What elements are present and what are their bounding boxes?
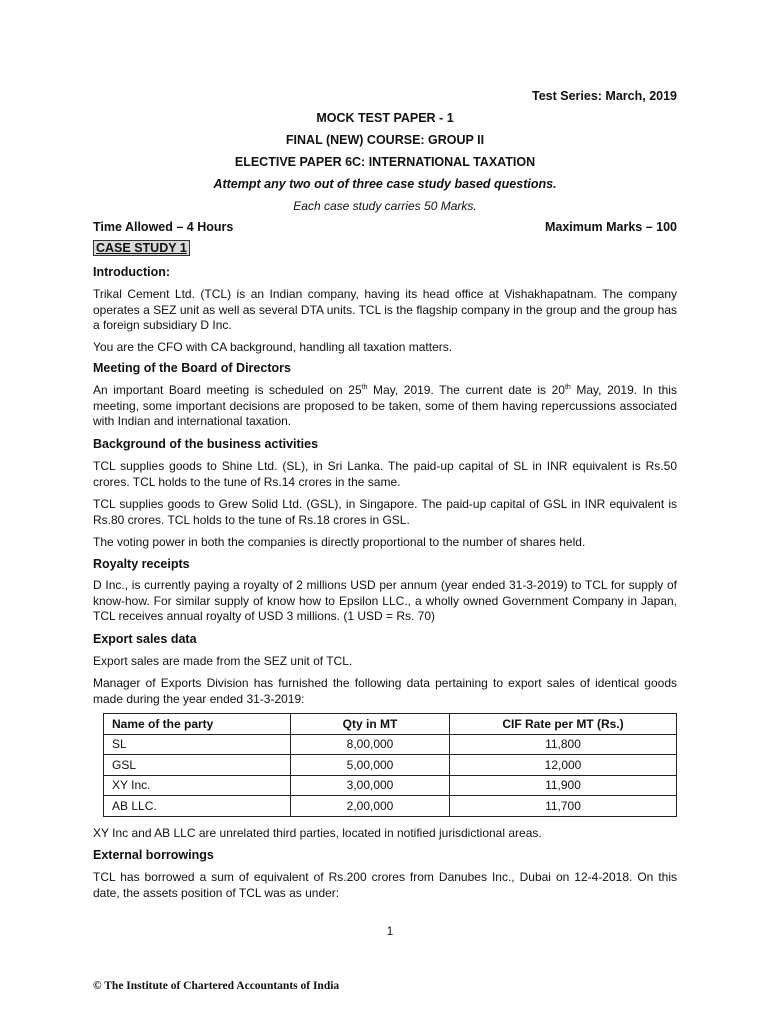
rate-cell: 11,900	[450, 775, 677, 796]
export-heading: Export sales data	[93, 632, 197, 646]
column-header-party: Name of the party	[104, 714, 291, 735]
table-header-row	[104, 714, 677, 735]
royalty-paragraph: D Inc., is currently paying a royalty of 2 millions USD per annum (year ended 31-3-2019) to TCL for supply of know-how. For similar supply of know how to Epsilon LLC., a wholly owned Government Company in Japan, TCL receives annual royalty of USD 3 millions. (1 USD = Rs. 70)	[93, 578, 677, 623]
footer-copyright: © The Institute of Chartered Accountants of India	[93, 980, 340, 992]
export-sales-table	[103, 713, 677, 817]
instruction-text: Attempt any two out of three case study based questions.	[213, 177, 557, 191]
rate-cell: 11,800	[450, 734, 677, 755]
intro-paragraph-1: Trikal Cement Ltd. (TCL) is an Indian company, having its head office at Vishakhapatnam. The company operates a SEZ unit as well as several DTA units. TCL is the flagship company in the group and the group has a foreign subsidiary D Inc.	[93, 287, 677, 332]
qty-cell: 5,00,000	[291, 755, 450, 776]
rate-cell: 11,700	[450, 796, 677, 817]
export-note: XY Inc and AB LLC are unrelated third parties, located in notified jurisdictional areas.	[93, 826, 542, 840]
background-paragraph-2: TCL supplies goods to Grew Solid Ltd. (GSL), in Singapore. The paid-up capital of GSL in INR equivalent is Rs.80 crores. TCL holds to the tune of Rs.18 crores in GSL.	[93, 497, 677, 527]
table-row	[104, 755, 677, 776]
page-number: 1	[386, 924, 394, 938]
rate-cell: 12,000	[450, 755, 677, 776]
maximum-marks: Maximum Marks – 100	[544, 220, 677, 234]
qty-cell: 3,00,000	[291, 775, 450, 796]
case-study-heading: CASE STUDY 1	[93, 240, 190, 256]
background-paragraph-1: TCL supplies goods to Shine Ltd. (SL), in Sri Lanka. The paid-up capital of SL in INR equivalent is Rs.50 crores. TCL holds to the tune of Rs.14 crores in the same.	[93, 459, 677, 489]
introduction-heading: Introduction:	[93, 265, 171, 279]
time-allowed: Time Allowed – 4 Hours	[93, 220, 234, 234]
test-series-label: Test Series: March, 2019	[532, 89, 677, 103]
table-row	[104, 775, 677, 796]
column-header-qty: Qty in MT	[291, 714, 450, 735]
marks-note: Each case study carries 50 Marks.	[293, 199, 477, 213]
course-title: FINAL (NEW) COURSE: GROUP II	[285, 133, 485, 147]
qty-cell: 2,00,000	[291, 796, 450, 817]
export-paragraph-2: Manager of Exports Division has furnished the following data pertaining to export sales of identical goods made during the year ended 31-3-2019:	[93, 676, 677, 706]
party-cell: XY Inc.	[104, 775, 291, 796]
board-heading: Meeting of the Board of Directors	[93, 361, 291, 375]
party-cell: SL	[104, 734, 291, 755]
party-cell: GSL	[104, 755, 291, 776]
borrowings-heading: External borrowings	[93, 848, 214, 862]
table-row	[104, 796, 677, 817]
paper-title: MOCK TEST PAPER - 1	[316, 111, 454, 125]
intro-paragraph-2: You are the CFO with CA background, handling all taxation matters.	[93, 340, 453, 354]
export-paragraph-1: Export sales are made from the SEZ unit of TCL.	[93, 654, 353, 668]
background-heading: Background of the business activities	[93, 437, 319, 451]
column-header-rate: CIF Rate per MT (Rs.)	[450, 714, 677, 735]
borrowings-paragraph: TCL has borrowed a sum of equivalent of Rs.200 crores from Danubes Inc., Dubai on 12-4-2018. On this date, the assets position of TCL was as under:	[93, 870, 677, 900]
qty-cell: 8,00,000	[291, 734, 450, 755]
royalty-heading: Royalty receipts	[93, 557, 190, 571]
background-paragraph-3: The voting power in both the companies is directly proportional to the number of shares held.	[93, 535, 586, 549]
party-cell: AB LLC.	[104, 796, 291, 817]
elective-title: ELECTIVE PAPER 6C: INTERNATIONAL TAXATION	[234, 155, 536, 169]
table-row	[104, 734, 677, 755]
board-paragraph: An important Board meeting is scheduled on 25th May, 2019. The current date is 20th May, 2019. In this meeting, some important decisions are proposed to be taken, some of them having repercussions associated with Indian and international taxation.	[93, 383, 677, 428]
